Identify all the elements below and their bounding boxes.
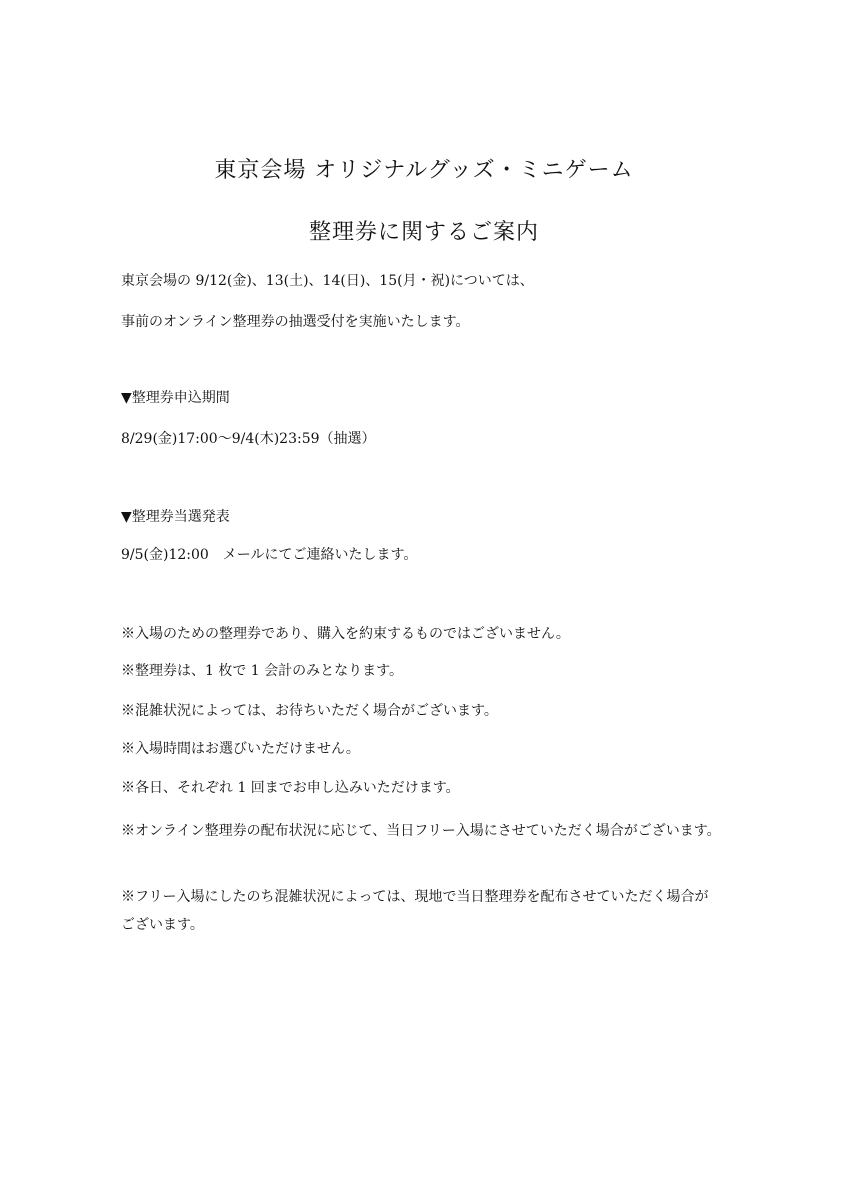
note-item: ※混雑状況によっては、お待ちいただく場合がございます。 (121, 703, 498, 719)
announcement-text: 9/5(金)12:00 メールにてご連絡いたします。 (121, 547, 418, 563)
intro-line-1: 東京会場の 9/12(金)、13(土)、14(日)、15(月・祝)については、 (121, 273, 534, 289)
note-item: ※入場時間はお選びいただけません。 (121, 741, 360, 757)
note-item: ※フリー入場にしたのち混雑状況によっては、現地で当日整理券を配布させていただく場合がございます。 (121, 889, 709, 933)
announcement-heading: ▼整理券当選発表 (121, 509, 230, 525)
application-period-heading: ▼整理券申込期間 (121, 390, 230, 406)
note-item: ※入場のための整理券であり、購入を約束するものではございません。 (121, 626, 570, 642)
note-item: ※各日、それぞれ 1 回までお申し込みいただけます。 (121, 780, 460, 796)
document-subtitle: 整理券に関するご案内 (308, 220, 539, 245)
intro-line-2: 事前のオンライン整理券の抽選受付を実施いたします。 (121, 314, 470, 330)
note-item: ※オンライン整理券の配布状況に応じて、当日フリー入場にさせていただく場合がございます。 (121, 823, 721, 839)
application-period-text: 8/29(金)17:00～9/4(木)23:59（抽選） (121, 431, 376, 447)
note-item: ※整理券は、1 枚で 1 会計のみとなります。 (121, 663, 404, 679)
document-title: 東京会場 オリジナルグッズ・ミニゲーム (214, 158, 634, 183)
